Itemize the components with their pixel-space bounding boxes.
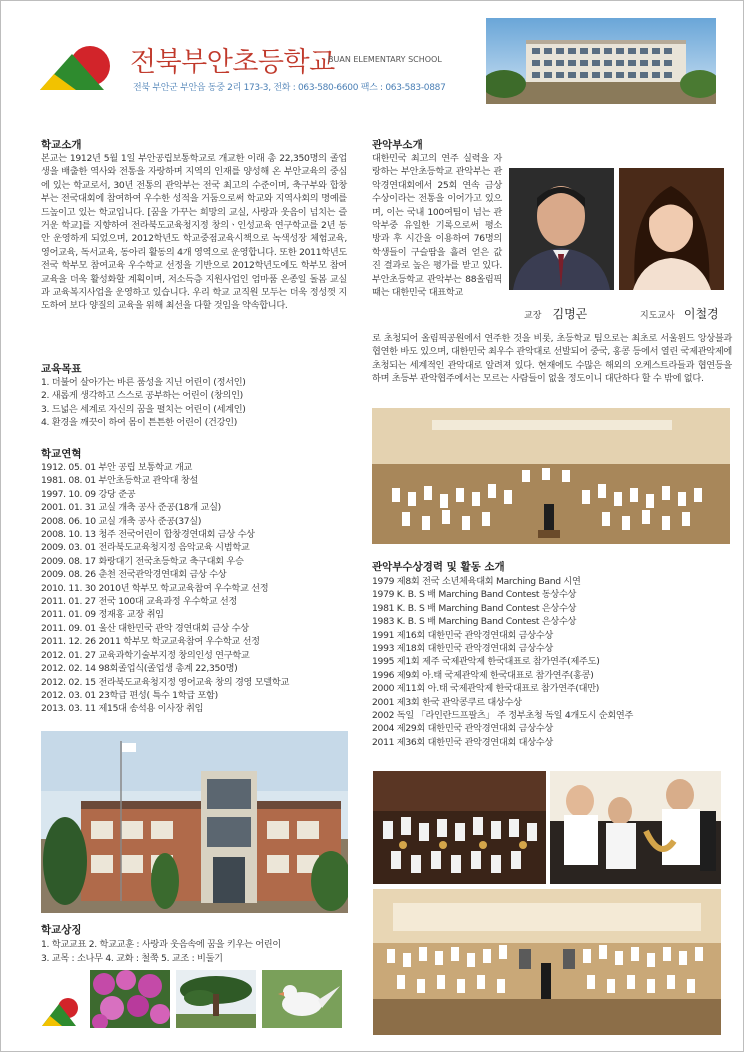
history-item: 2009. 03. 01 전라북도교육청지정 음악교육 시범학교 [41,542,250,554]
award-item: 1983 K. B. S 배 Marching Band Contest 은상수상 [372,616,577,628]
award-item: 2001 제3회 한국 관악콩쿠르 대상수상 [372,696,522,708]
history-item: 1912. 05. 01 부안 공립 보통학교 개교 [41,462,193,473]
award-item: 2002 독일 「라인란드프팔츠」 주 정부초청 독일 4개도시 순회연주 [372,710,634,722]
award-item: 2000 제11회 아.태 국제관악제 한국대표로 참가연주(대만) [372,683,600,695]
english-school-name: BUAN ELEMENTARY SCHOOL [328,55,442,64]
history-item: 2012. 02. 15 전라북도교육청지정 영어교육 창의 경영 모델학교 [41,676,290,688]
school-name [130,40,335,79]
school-emblem-logo [40,46,130,96]
teacher-caption [640,303,719,322]
goal-item: 4. 환경을 깨끗이 하여 몸이 튼튼한 어린이 (건강인) [41,417,238,429]
goal-item: 2. 새롭게 생각하고 스스로 공부하는 어린이 (창의인) [41,390,243,402]
history-item: 2012. 03. 01 23학급 편성( 특수 1학급 포함) [41,689,218,701]
teacher-title: 지도교사 [640,311,675,321]
history-list [41,461,289,716]
award-item: 2011 제36회 대한민국 관악경연대회 대상수상 [372,736,553,748]
awards-heading: 관악부수상경력 및 활동 소개 [372,561,505,573]
about-heading: 학교소개 [41,139,82,151]
award-item: 1993 제18회 대한민국 관악경연대회 금상수상 [372,643,553,655]
history-item: 2013. 03. 11 제15대 송석용 이사장 취임 [41,703,204,715]
school-emblem-small [42,998,86,1028]
history-item: 2009. 08. 17 화랑대기 전국초등학교 축구대회 우승 [41,555,244,567]
goals-list [41,376,246,430]
school-address: 전북 부안군 부안읍 동중 2리 173-3, 전화 : 063-580-6600 팩스 : 063-583-0887 [133,83,446,93]
history-item: 1997. 10. 09 강당 준공 [41,488,136,500]
school-building-photo [486,18,716,104]
principal-title: 교장 [524,311,542,321]
school-name-part2: 초등학교 [232,47,335,78]
principal-photo [509,168,614,290]
band-concert-photo [372,408,730,544]
award-item: 2004 제29회 대한민국 관악경연대회 금상수상 [372,723,553,735]
band-performance-photo-2 [550,771,721,884]
band-ensemble-photo [373,889,721,1035]
history-item: 2001. 01. 31 교실 개축 공사 준공(18개 교실) [41,502,221,514]
symbols-line-2: 3. 교목 : 소나무 4. 교화 : 철쭉 5. 교조 : 비둘기 [41,953,223,964]
dove-bird-photo [262,970,342,1028]
symbols-line-1: 1. 학교교표 2. 학교교훈 : 사랑과 웃음속에 꿈을 키우는 어린이 [41,939,281,950]
azalea-flower-photo [90,970,170,1028]
band-text-narrow: 대한민국 최고의 연주 실력을 자랑하는 부안초등학교 관악부는 관악경연대회에서 25회 연속 금상수상이라는 전통을 이어가고 있으며, 이는 국내 100여팀이 넘는 관악부중 유일한 기록으로써 평소 방과 후 시간을 이용하여 76명의 학생들이 구슬땀을 흘려 얻은 값진 결과로 높은 평가를 받고 있다. 부안초등학교 관악부는 88올림픽 때는 대한민국 대표학교 [372,153,502,299]
pine-tree-photo [176,970,256,1028]
symbols-heading: 학교상징 [41,924,82,936]
band-performance-photo-1 [373,771,546,884]
band-text-wide: 로 초청되어 올림픽공원에서 연주한 것을 비롯, 초등학교 팀으로는 최초로 서울윈드 앙상블과 협연한 바도 있으며, 대한민국 최우수 관악대로 선발되어 중국, 홍콩 등에서 열린 국제관악제에 초청되는 세계적인 관악대로 알려져 있다. 현재에도 수많은 해외의 오케스트라들과 협연등을 하며 초등부 관악협주에서는 모르는 사람들이 없을 정도이니 대단하다 할 수 밖에 없다. [372,333,732,385]
history-item: 2010. 11. 30 2010년 학부모 학교교육참여 우수학교 선정 [41,582,269,594]
history-item: 2008. 10. 13 청주 전국어린이 합창경연대회 금상 수상 [41,529,255,541]
history-item: 2011. 12. 26 2011 학부모 학교교육참여 우수학교 선정 [41,636,260,648]
history-item: 1981. 08. 01 부안초등학교 관악대 창설 [41,475,199,487]
award-item: 1991 제16회 대한민국 관악경연대회 금상수상 [372,629,553,641]
award-item: 1979 K. B. S 배 Marching Band Contest 동상수상 [372,589,577,601]
award-item: 1995 제1회 제주 국제관악제 한국대표로 참가연주(제주도) [372,656,600,668]
award-item: 1979 제8회 전국 소년체육대회 Marching Band 시연 [372,576,581,587]
history-item: 2011. 01. 27 전국 100대 교육과정 우수학교 선정 [41,596,238,608]
principal-name: 김명곤 [552,307,588,321]
history-heading: 학교연혁 [41,448,82,460]
awards-list [372,575,633,749]
teacher-photo [619,168,724,290]
history-item: 2008. 06. 10 교실 개축 공사 준공(37실) [41,515,202,527]
teacher-name: 이철경 [683,307,719,321]
principal-caption [524,303,587,322]
history-item: 2011. 01. 09 정재홍 교장 취임 [41,609,164,621]
about-text: 본교는 1912년 5월 1일 부안공립보통학교로 개교한 이래 총 22,350명의 졸업생을 배출한 역사와 전통을 자랑하며 지역의 인재를 양성해 온 부안교육의 중심에 있는 학교로서, 30년 전통의 관악부는 전국 최고의 수준이며, 축구부와 합창부는 전국대회에 참여하여 우수한 성적을 거둠으로써 학교와 지역사회의 명예를 드높이고 있는 학교입니다. [꿈을 가꾸는 희망의 교실, 사랑과 웃음이 넘치는 즐거운 학교]를 지향하여 전라북도교육청지정 창의ㆍ인성교육 연구학교를 2년 동안 운영하게 되었으며, 2012학년도 학교중점교육시책으로 녹색성장 체험교육, 영어교육, 독서교육, 동아리 활동의 4개 영역으로 운영합니다. 또한 2011학년도 전국 학부모 참여교육 우수학교 선정을 기반으로 2012학년도에도 학부모 참여교육을 더욱 활성화할 계획이며, 저소득층 지원사업인 엄마품 온종일 돌봄 교실과 교육복지사업을 운영하고 있습니다. 우리 학교 교직원 모두는 더욱 정성껏 지도하여 보다 양질의 교육을 위해 최선을 다할 것임을 약속합니다. [41,153,347,312]
historic-building-photo [41,731,348,913]
goal-item: 3. 드넓은 세계로 자신의 꿈을 펼치는 어린이 (세계인) [41,403,246,415]
history-item: 2011. 09. 01 울산 대한민국 관악 경연대회 금상 수상 [41,622,249,634]
band-heading: 관악부소개 [372,139,423,151]
award-item: 1981 K. B. S 배 Marching Band Contest 은상수상 [372,602,577,614]
history-item: 2012. 02. 14 98회졸업식(졸업생 총계 22,350명) [41,663,238,675]
history-item: 2012. 01. 27 교육과학기술부지정 창의인성 연구학교 [41,649,250,661]
history-item: 2009. 08. 26 춘천 전국관악경연대회 금상 수상 [41,569,227,581]
school-name-part1: 전북부안 [130,47,233,78]
award-item: 1996 제9회 아.태 국제관악제 한국대표로 참가연주(홍콩) [372,669,594,681]
goals-heading: 교육목표 [41,363,82,375]
goal-item: 1. 더불어 살아가는 바른 품성을 지닌 어린이 (정서인) [41,377,246,388]
